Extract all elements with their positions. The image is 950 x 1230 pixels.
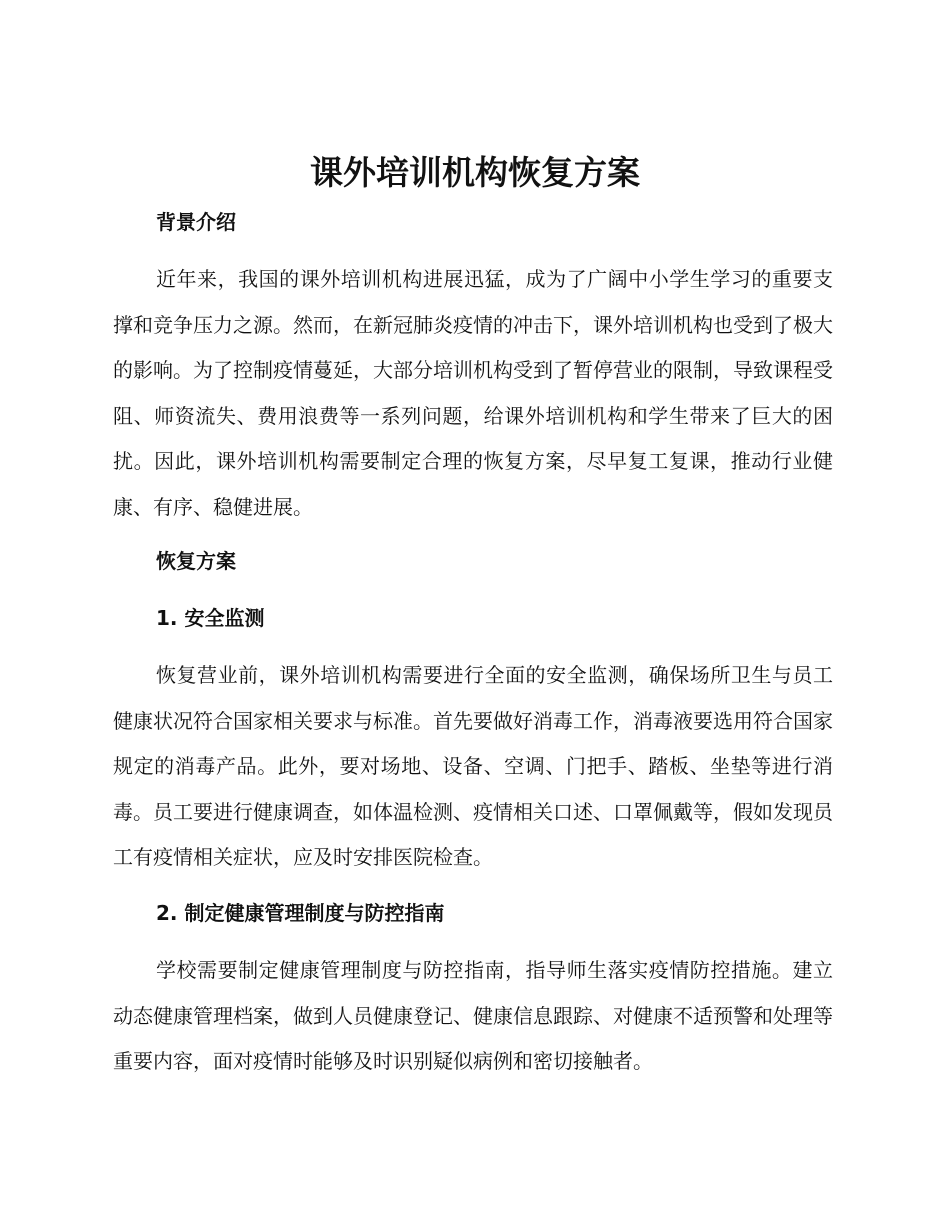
section-heading-health-management: 2. 制定健康管理制度与防控指南 <box>156 901 445 925</box>
section-heading-recovery-plan: 恢复方案 <box>156 549 236 573</box>
section-heading-safety-monitoring: 1. 安全监测 <box>156 606 265 630</box>
section-paragraph-safety-monitoring: 恢复营业前，课外培训机构需要进行全面的安全监测，确保场所卫生与员工健康状况符合国家相关要求与标准。首先要做好消毒工作，消毒液要选用符合国家规定的消毒产品。此外，要对场地、设备、空调、门把手、踏板、坐垫等进行消毒。员工要进行健康调查，如体温检测、疫情相关口述、口罩佩戴等，假如发现员工有疫情相关症状，应及时安排医院检查。 <box>113 663 833 869</box>
document-title: 课外培训机构恢复方案 <box>310 153 640 192</box>
section-paragraph-health-management: 学校需要制定健康管理制度与防控指南，指导师生落实疫情防控措施。建立动态健康管理档案，做到人员健康登记、健康信息跟踪、对健康不适预警和处理等重要内容，面对疫情时能够及时识别疑似病例和密切接触者。 <box>113 958 833 1073</box>
section-paragraph-background: 近年来，我国的课外培训机构进展迅猛，成为了广阔中小学生学习的重要支撑和竞争压力之源。然而，在新冠肺炎疫情的冲击下，课外培训机构也受到了极大的影响。为了控制疫情蔓延，大部分培训机构受到了暂停营业的限制，导致课程受阻、师资流失、费用浪费等一系列问题，给课外培训机构和学生带来了巨大的困扰。因此，课外培训机构需要制定合理的恢复方案，尽早复工复课，推动行业健康、有序、稳健进展。 <box>113 267 833 519</box>
section-heading-background: 背景介绍 <box>156 210 236 234</box>
